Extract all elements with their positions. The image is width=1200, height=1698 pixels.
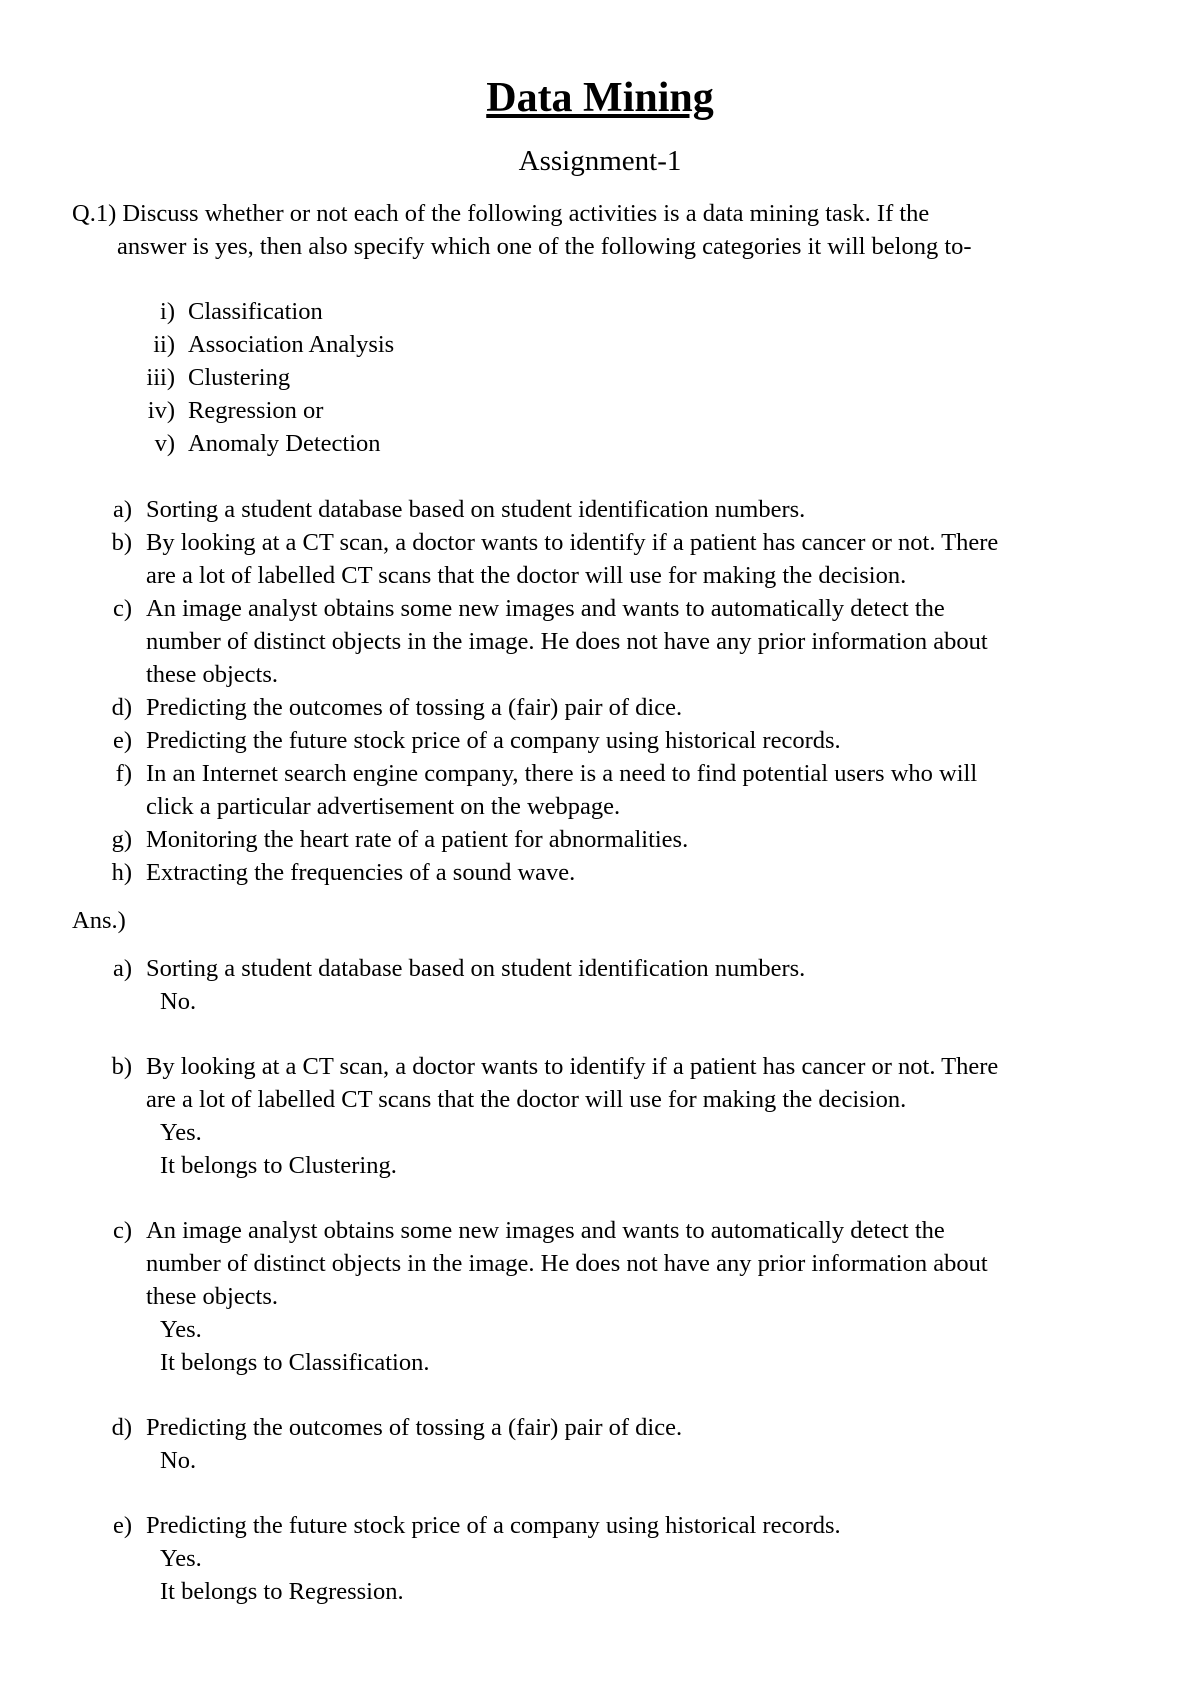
answer-question-text: these objects. [146,1283,278,1310]
task-letter: c) [112,595,132,622]
answer-question-text: An image analyst obtains some new images and wants to automatically detect the [146,1217,945,1244]
category-number: iv) [147,397,175,424]
answer-question-text: Predicting the future stock price of a company using historical records. [146,1512,841,1539]
category-number: ii) [153,331,175,358]
question-line-2: answer is yes, then also specify which one of the following categories it will belong to- [117,233,972,260]
answer-letter: c) [112,1217,132,1244]
answers-label: Ans.) [72,907,126,934]
task-text: Predicting the future stock price of a company using historical records. [146,727,841,754]
answer-question-text: number of distinct objects in the image. He does not have any prior information about [146,1250,988,1277]
task-text: Monitoring the heart rate of a patient for abnormalities. [146,826,689,853]
task-text: number of distinct objects in the image. He does not have any prior information about [146,628,988,655]
category-number: v) [154,430,175,457]
answer-text: Yes. [160,1316,202,1343]
task-letter: h) [111,859,132,886]
category-label: Clustering [188,364,291,391]
category-label: Anomaly Detection [188,430,381,457]
answer-letter: e) [112,1512,132,1539]
answer-question-text: Predicting the outcomes of tossing a (fair) pair of dice. [146,1414,683,1441]
category-number: i) [160,298,175,325]
task-text: Sorting a student database based on student identification numbers. [146,496,806,523]
answer-text: It belongs to Clustering. [160,1152,397,1179]
answer-text: It belongs to Classification. [160,1349,430,1376]
task-letter: d) [111,694,132,721]
task-text: In an Internet search engine company, there is a need to find potential users who will [146,760,978,787]
task-letter: a) [112,496,132,523]
task-text: these objects. [146,661,278,688]
task-text: Extracting the frequencies of a sound wave. [146,859,576,886]
category-label: Classification [188,298,323,325]
task-text: are a lot of labelled CT scans that the doctor will use for making the decision. [146,562,907,589]
task-text: Predicting the outcomes of tossing a (fair) pair of dice. [146,694,683,721]
task-letter: e) [112,727,132,754]
page-subtitle: Assignment-1 [518,145,682,177]
answer-question-text: By looking at a CT scan, a doctor wants to identify if a patient has cancer or not. There [146,1053,999,1080]
answer-text: It belongs to Regression. [160,1578,404,1605]
category-label: Association Analysis [188,331,395,358]
answer-question-text: Sorting a student database based on student identification numbers. [146,955,806,982]
answer-text: Yes. [160,1545,202,1572]
answer-text: No. [160,988,197,1015]
category-number: iii) [146,364,175,391]
task-letter: b) [111,529,132,556]
answer-letter: b) [111,1053,132,1080]
task-text: An image analyst obtains some new images and wants to automatically detect the [146,595,945,622]
task-letter: g) [111,826,132,853]
answer-text: Yes. [160,1119,202,1146]
answer-letter: d) [111,1414,132,1441]
task-text: By looking at a CT scan, a doctor wants to identify if a patient has cancer or not. There [146,529,999,556]
question-line-1: Q.1) Discuss whether or not each of the following activities is a data mining task. If the [72,200,930,227]
category-label: Regression or [188,397,324,424]
answer-text: No. [160,1447,197,1474]
page-title: Data Mining [486,75,714,121]
task-letter: f) [115,760,132,787]
answer-question-text: are a lot of labelled CT scans that the doctor will use for making the decision. [146,1086,907,1113]
task-text: click a particular advertisement on the webpage. [146,793,621,820]
answer-letter: a) [112,955,132,982]
